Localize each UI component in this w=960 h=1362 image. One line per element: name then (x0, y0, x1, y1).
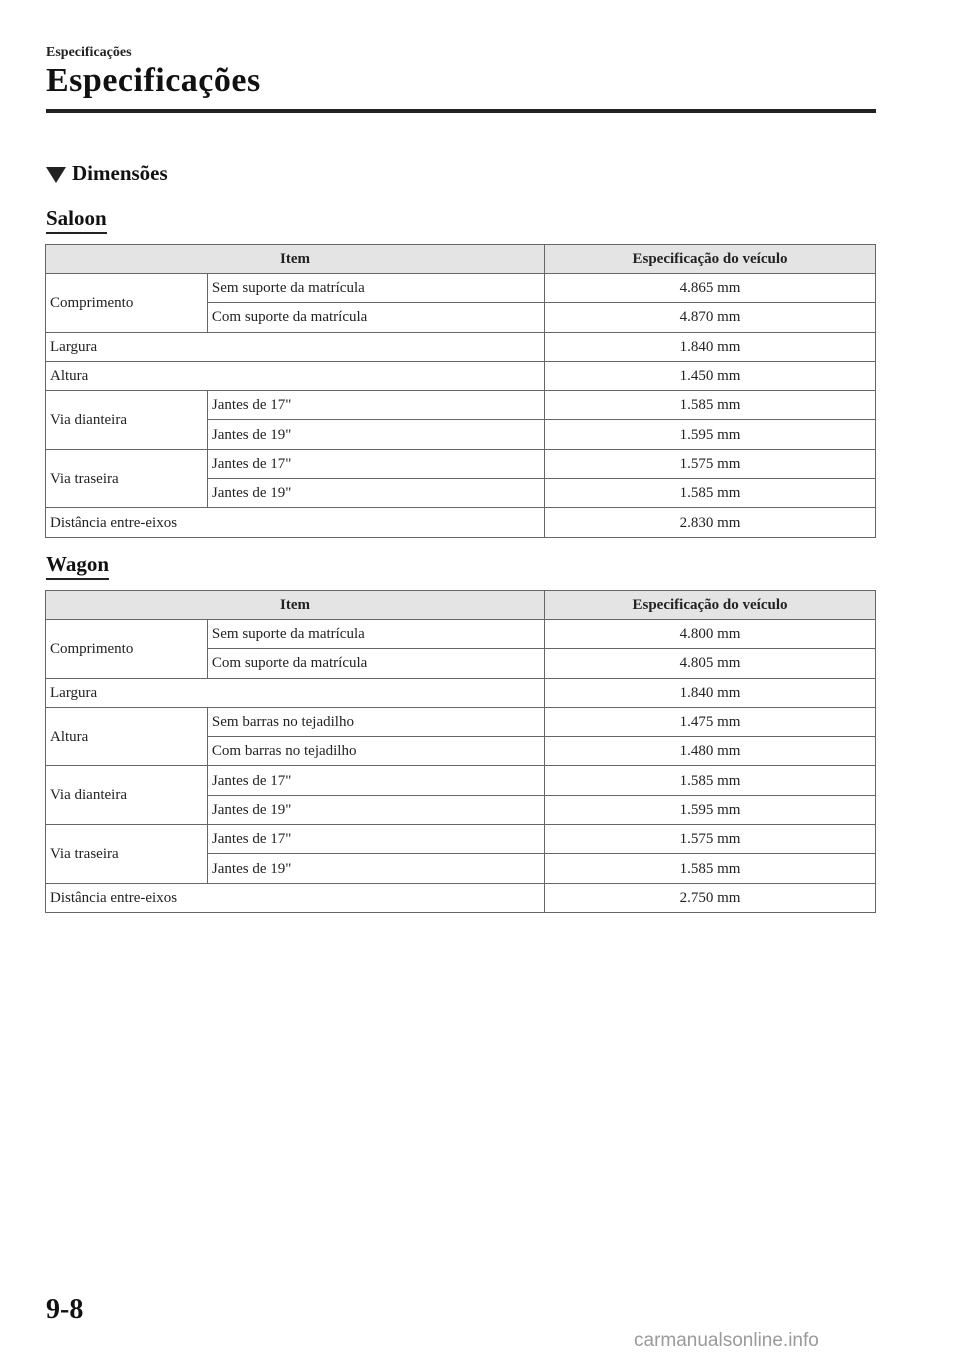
row-sublabel: Com barras no tejadilho (207, 737, 544, 766)
row-sublabel: Jantes de 17" (207, 449, 544, 478)
wagon-spec-table (45, 590, 876, 913)
row-sublabel: Com suporte da matrícula (207, 649, 544, 678)
header-item: Item (46, 591, 545, 620)
row-label-width: Largura (46, 332, 545, 361)
row-value: 1.595 mm (545, 420, 876, 449)
triangle-down-icon (46, 167, 66, 183)
table-row (46, 361, 876, 390)
row-value: 1.475 mm (545, 707, 876, 736)
header-spec: Especificação do veículo (545, 245, 876, 274)
row-value: 1.840 mm (545, 332, 876, 361)
row-label-height: Altura (46, 707, 208, 766)
row-sublabel: Jantes de 17" (207, 766, 544, 795)
row-value: 1.575 mm (545, 825, 876, 854)
row-value: 1.480 mm (545, 737, 876, 766)
table-row (46, 766, 876, 795)
table-row (46, 678, 876, 707)
row-sublabel: Sem suporte da matrícula (207, 274, 544, 303)
row-sublabel: Jantes de 17" (207, 825, 544, 854)
row-label-wheelbase: Distância entre-eixos (46, 508, 545, 537)
row-sublabel: Jantes de 19" (207, 479, 544, 508)
table-row (46, 508, 876, 537)
row-label-wheelbase: Distância entre-eixos (46, 883, 545, 912)
header-spec: Especificação do veículo (545, 591, 876, 620)
row-label-height: Altura (46, 361, 545, 390)
row-sublabel: Jantes de 17" (207, 391, 544, 420)
row-label-width: Largura (46, 678, 545, 707)
row-value: 1.585 mm (545, 391, 876, 420)
title-divider (46, 109, 876, 113)
row-sublabel: Jantes de 19" (207, 854, 544, 883)
row-value: 4.865 mm (545, 274, 876, 303)
row-label-rear-track: Via traseira (46, 825, 208, 884)
page-number: 9-8 (46, 1294, 84, 1325)
section-title: Dimensões (72, 161, 168, 185)
row-value: 1.585 mm (545, 854, 876, 883)
table-row (46, 883, 876, 912)
row-value: 2.830 mm (545, 508, 876, 537)
row-sublabel: Sem barras no tejadilho (207, 707, 544, 736)
row-sublabel: Jantes de 19" (207, 795, 544, 824)
running-head: Especificações (46, 45, 132, 60)
table-header-row (46, 245, 876, 274)
row-label-front-track: Via dianteira (46, 766, 208, 825)
row-value: 1.595 mm (545, 795, 876, 824)
table-row (46, 449, 876, 478)
row-value: 1.840 mm (545, 678, 876, 707)
row-value: 4.800 mm (545, 620, 876, 649)
table-row (46, 332, 876, 361)
saloon-spec-table (45, 244, 876, 538)
row-value: 1.575 mm (545, 449, 876, 478)
section-heading-dimensions (46, 161, 168, 186)
wagon-heading: Wagon (46, 552, 109, 580)
row-value: 1.585 mm (545, 479, 876, 508)
table-header-row (46, 591, 876, 620)
row-sublabel: Sem suporte da matrícula (207, 620, 544, 649)
table-row (46, 825, 876, 854)
row-sublabel: Com suporte da matrícula (207, 303, 544, 332)
row-sublabel: Jantes de 19" (207, 420, 544, 449)
row-value: 2.750 mm (545, 883, 876, 912)
row-label-length: Comprimento (46, 274, 208, 333)
table-row (46, 391, 876, 420)
row-value: 1.450 mm (545, 361, 876, 390)
row-value: 1.585 mm (545, 766, 876, 795)
row-label-length: Comprimento (46, 620, 208, 679)
watermark: carmanualsonline.info (634, 1330, 819, 1351)
saloon-heading: Saloon (46, 206, 107, 234)
table-row (46, 707, 876, 736)
row-label-rear-track: Via traseira (46, 449, 208, 508)
header-item: Item (46, 245, 545, 274)
chapter-title: Especificações (46, 62, 261, 99)
row-value: 4.870 mm (545, 303, 876, 332)
row-value: 4.805 mm (545, 649, 876, 678)
row-label-front-track: Via dianteira (46, 391, 208, 450)
table-row (46, 274, 876, 303)
table-row (46, 620, 876, 649)
